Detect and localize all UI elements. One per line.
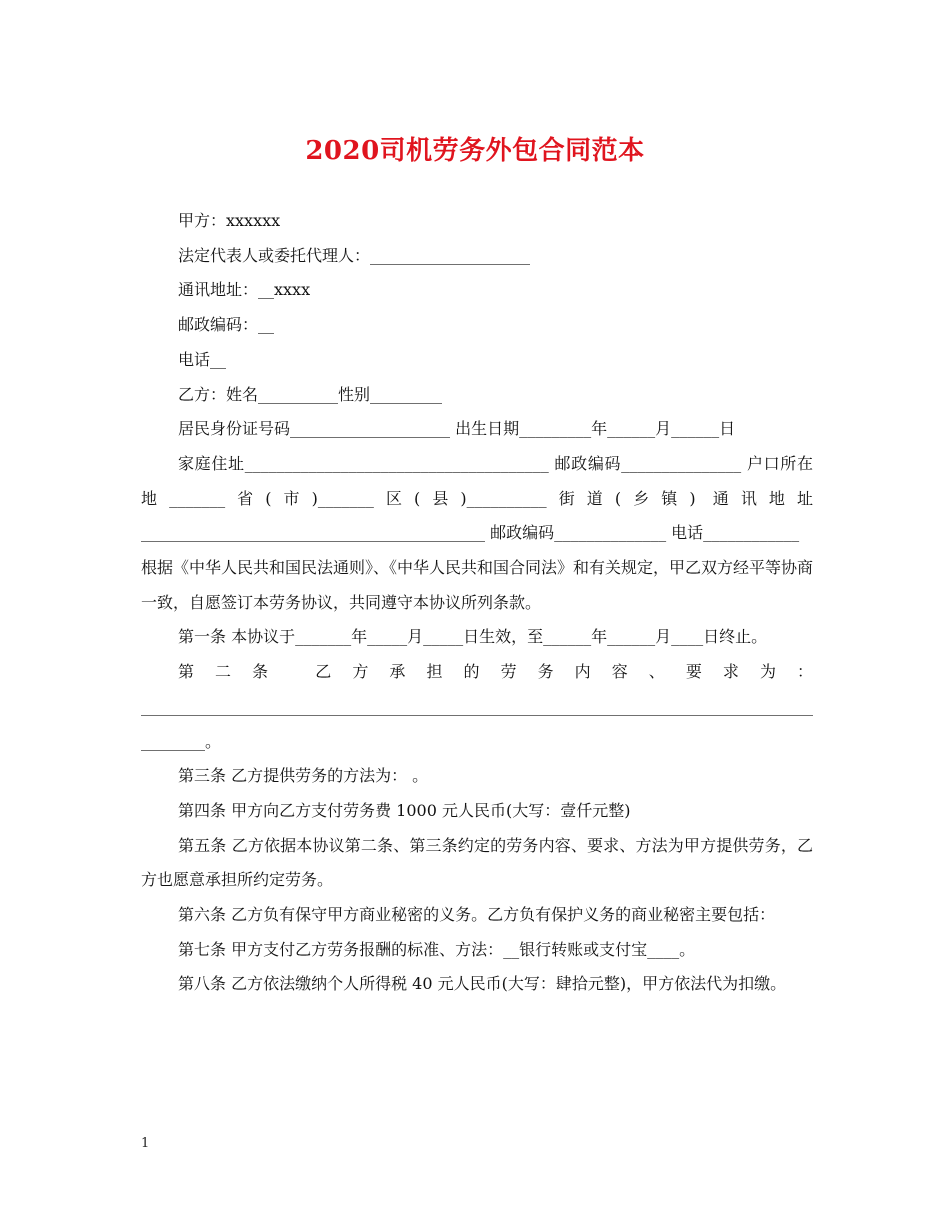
article-4: 第四条 甲方向乙方支付劳务费 1000 元人民币(大写：壹仟元整) xyxy=(178,800,631,820)
article-1: 第一条 本协议于_______年_____月_____日生效，至______年______月____日终止。 xyxy=(178,627,768,647)
agreement-preamble: 根据《中华人民共和国民法通则》、《中华人民共和国合同法》和有关规定，甲乙双方经平等协商一致，自愿签订本劳务协议，共同遵守本协议所列条款。 xyxy=(141,558,814,612)
party-b-name-gender: 乙方：姓名__________性别_________ xyxy=(178,384,443,404)
party-b-address-info: 家庭住址______________________________________ 邮政编码_______________ 户口所在地_______省(市)_______区(县)__________街道(乡镇) 通讯地址___________________________________________ 邮政编码______________ 电话____________ xyxy=(141,453,813,543)
document-title: 2020司机劳务外包合同范本 xyxy=(305,136,645,166)
article-3: 第三条 乙方提供劳务的方法为： 。 xyxy=(178,766,429,786)
party-b-id-birth: 居民身份证号码____________________ 出生日期_________年______月______日 xyxy=(178,419,736,439)
party-a-postcode: 邮政编码：__ xyxy=(178,315,275,335)
article-7: 第七条 甲方支付乙方劳务报酬的标准、方法：__银行转账或支付宝____。 xyxy=(178,939,696,959)
party-a-name: 甲方：xxxxxx xyxy=(178,211,281,230)
article-5: 第五条 乙方依据本协议第二条、第三条约定的劳务内容、要求、方法为甲方提供劳务，乙方也愿意承担所约定劳务。 xyxy=(141,835,813,890)
party-a-address: 通讯地址：__xxxx xyxy=(178,280,311,300)
article-2: 第二条 乙方承担的劳务内容、要求为：____________________________________________________________________________________________。 xyxy=(141,662,813,751)
page-number: 1 xyxy=(141,1136,150,1151)
party-a-representative: 法定代表人或委托代理人：____________________ xyxy=(178,245,531,265)
party-a-phone: 电话__ xyxy=(178,349,227,369)
article-8: 第八条 乙方依法缴纳个人所得税 40 元人民币(大写：肆拾元整)，甲方依法代为扣缴。 xyxy=(178,974,787,994)
document-body xyxy=(141,204,813,1002)
article-6: 第六条 乙方负有保守甲方商业秘密的义务。乙方负有保护义务的商业秘密主要包括： xyxy=(178,905,776,925)
